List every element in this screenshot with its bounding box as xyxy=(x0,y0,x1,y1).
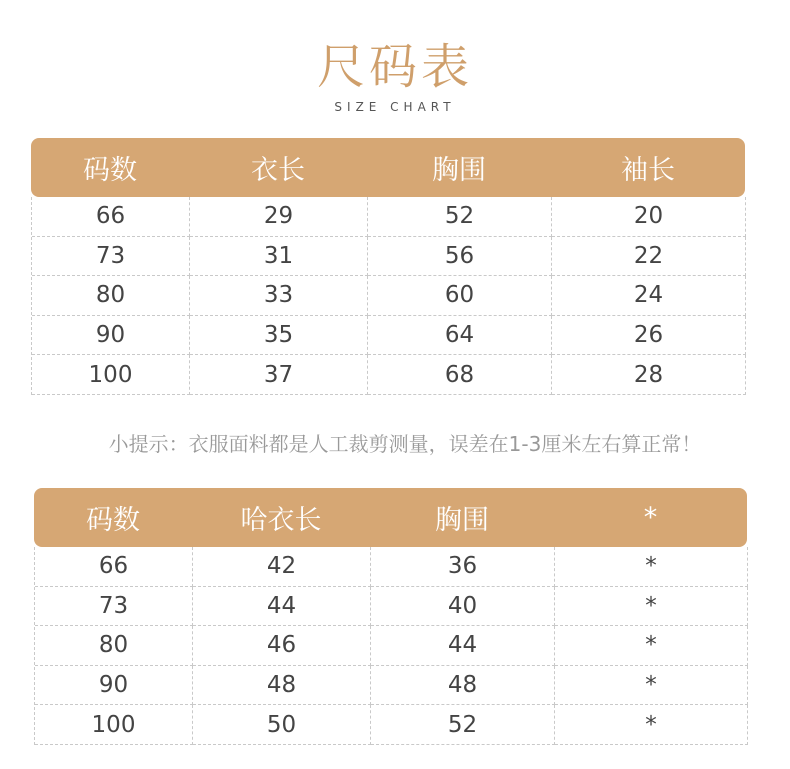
table-cell: * xyxy=(555,705,748,745)
table-header xyxy=(31,138,745,197)
column-header: 哈衣长 xyxy=(240,505,322,536)
table-row xyxy=(35,705,747,745)
table-cell: 50 xyxy=(193,705,371,745)
table-cell: 33 xyxy=(190,276,368,316)
table-cell: 26 xyxy=(552,316,746,356)
table-cell: 80 xyxy=(32,276,190,316)
table-cell: 68 xyxy=(368,355,552,395)
column-header: 码数 xyxy=(86,505,140,536)
table-row xyxy=(32,237,745,277)
table-row xyxy=(32,316,745,356)
table-cell: 90 xyxy=(32,316,190,356)
column-header: 袖长 xyxy=(621,155,675,186)
table-header xyxy=(34,488,747,547)
table-cell: 20 xyxy=(552,197,746,237)
table-cell: 80 xyxy=(35,626,193,666)
table-cell: 66 xyxy=(32,197,190,237)
table-cell: 22 xyxy=(552,237,746,277)
size-table-2 xyxy=(34,488,747,745)
column-header: 胸围 xyxy=(432,155,486,186)
table-cell: 73 xyxy=(35,587,193,627)
table-cell: 56 xyxy=(368,237,552,277)
table-cell: 28 xyxy=(552,355,746,395)
table-cell: 46 xyxy=(193,626,371,666)
table-cell: 48 xyxy=(193,666,371,706)
table-cell: 40 xyxy=(371,587,555,627)
table-cell: 52 xyxy=(371,705,555,745)
table-row xyxy=(35,547,747,587)
table-body xyxy=(31,197,745,395)
page-title: 尺码表 xyxy=(316,39,473,95)
table-cell: 36 xyxy=(371,547,555,587)
table-cell: 44 xyxy=(193,587,371,627)
table-cell: 100 xyxy=(35,705,193,745)
table-cell: * xyxy=(555,666,748,706)
table-cell: 35 xyxy=(190,316,368,356)
table-cell: 31 xyxy=(190,237,368,277)
table-cell: * xyxy=(555,587,748,627)
table-row xyxy=(32,276,745,316)
table-cell: * xyxy=(555,547,748,587)
table-cell: 48 xyxy=(371,666,555,706)
table-row xyxy=(32,197,745,237)
column-header: * xyxy=(643,502,658,533)
table-row xyxy=(35,626,747,666)
table-cell: 100 xyxy=(32,355,190,395)
table-cell: 37 xyxy=(190,355,368,395)
measurement-tip: 小提示：衣服面料都是人工裁剪测量，误差在1-3厘米左右算正常！ xyxy=(108,432,702,456)
table-cell: 90 xyxy=(35,666,193,706)
table-cell: 66 xyxy=(35,547,193,587)
column-header: 胸围 xyxy=(435,505,489,536)
table-cell: 52 xyxy=(368,197,552,237)
column-header: 衣长 xyxy=(251,155,305,186)
table-cell: 24 xyxy=(552,276,746,316)
table-row xyxy=(32,355,745,395)
size-table-1 xyxy=(31,138,745,395)
table-cell: 73 xyxy=(32,237,190,277)
table-cell: 44 xyxy=(371,626,555,666)
table-cell: * xyxy=(555,626,748,666)
table-row xyxy=(35,587,747,627)
table-cell: 29 xyxy=(190,197,368,237)
table-body xyxy=(34,547,747,745)
table-cell: 42 xyxy=(193,547,371,587)
page-subtitle: SIZE CHART xyxy=(334,100,456,114)
table-cell: 60 xyxy=(368,276,552,316)
column-header: 码数 xyxy=(83,155,137,186)
table-row xyxy=(35,666,747,706)
table-cell: 64 xyxy=(368,316,552,356)
